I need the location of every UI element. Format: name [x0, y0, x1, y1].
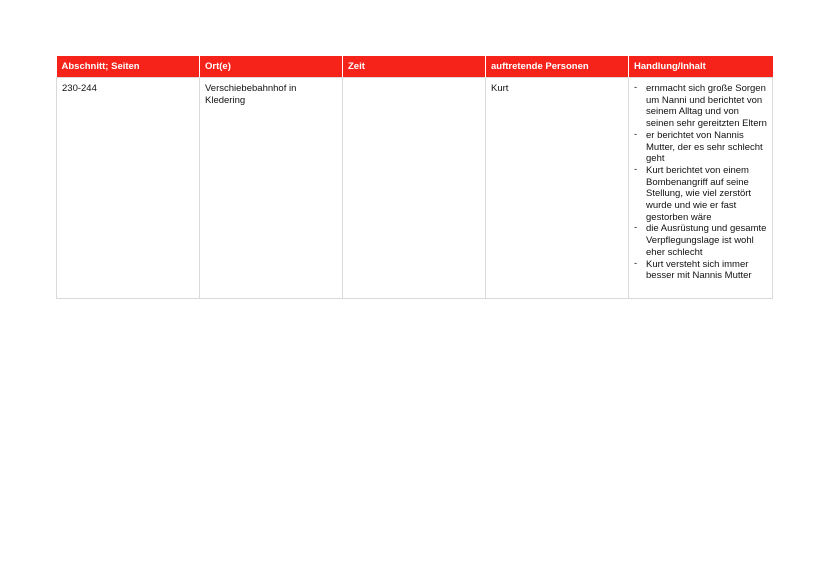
list-item: - ernmacht sich große Sorgen um Nanni und berichtet von seinem Alltag und von seinen sehr gereitzten Eltern: [634, 82, 767, 130]
list-item: - Kurt versteht sich immer besser mit Nannis Mutter: [634, 257, 752, 282]
content-list: [634, 83, 767, 282]
dash-bullet: -: [634, 257, 638, 269]
header-section: Abschnitt; Seiten: [57, 56, 200, 78]
header-persons: auftretende Personen: [486, 56, 629, 78]
header-place: Ort(e): [200, 56, 343, 78]
header-content: Handlung/Inhalt: [629, 56, 773, 78]
header-time: Zeit: [343, 56, 486, 78]
list-item: - die Ausrüstung und gesamte Verpflegungslage ist wohl eher schlecht: [634, 222, 767, 258]
dash-bullet: -: [634, 82, 638, 93]
dash-bullet: -: [634, 163, 638, 175]
table-row: [57, 78, 773, 299]
list-item: - Kurt berichtet von einem Bombenangriff auf seine Stellung, wie viel zerstört wurde und wie er fast gestorben wäre: [634, 163, 752, 223]
cell-section: 230-244: [57, 78, 200, 299]
cell-persons: Kurt: [486, 78, 629, 299]
dash-bullet: -: [634, 128, 638, 140]
dash-bullet: -: [634, 222, 638, 234]
reading-log-table: [56, 56, 773, 299]
list-item: - er berichtet von Nannis Mutter, der es sehr schlecht geht: [634, 128, 763, 165]
cell-time: [343, 78, 486, 299]
cell-place: Verschiebebahnhof in Kledering: [200, 78, 343, 299]
cell-content: [629, 78, 773, 299]
header-row: [57, 56, 773, 78]
